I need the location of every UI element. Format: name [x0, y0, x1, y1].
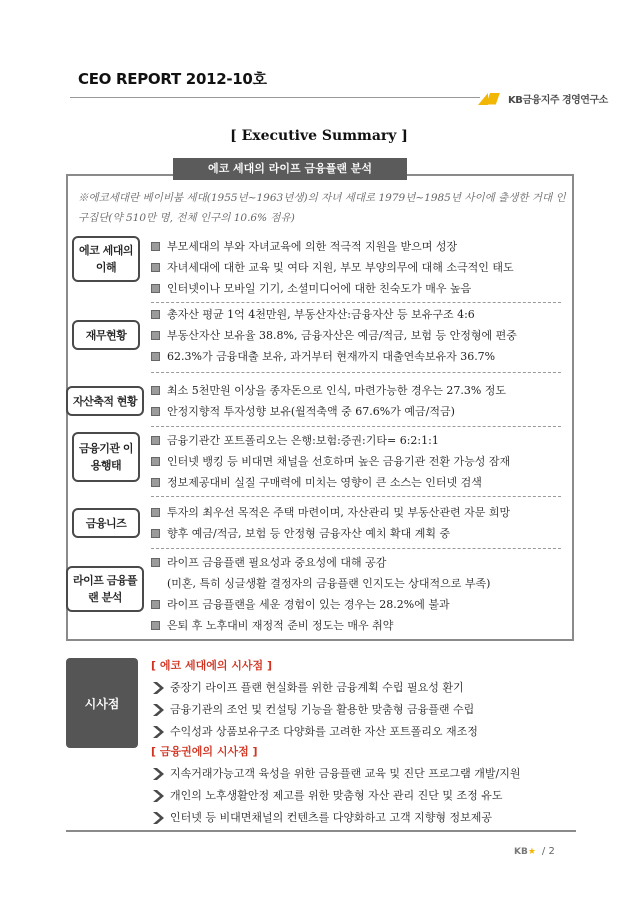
square-bullet-icon	[151, 621, 160, 630]
chevron-right-icon	[151, 682, 165, 694]
list-item: 개인의 노후생활안정 제고를 위한 맞춤형 자산 관리 진단 및 조정 유도	[151, 785, 581, 807]
implications-list-finance	[151, 763, 581, 829]
square-bullet-icon	[151, 558, 160, 567]
kb-star-icon	[478, 93, 504, 105]
square-bullet-icon	[151, 263, 160, 272]
section-label-institution-usage: 금융기관 이용행태	[72, 432, 140, 482]
section-list-life-plan	[151, 552, 571, 636]
list-item: 지속거래가능고객 육성을 위한 금융플랜 교육 및 진단 프로그램 개발/지원	[151, 763, 581, 785]
list-item: 라이프 금융플랜을 세운 경험이 있는 경우는 28.2%에 불과	[151, 594, 571, 615]
section-divider	[151, 302, 561, 303]
section-label-life-plan: 라이프 금융플랜 분석	[66, 566, 144, 612]
subtitle-bar: 에코 세대의 라이프 금융플랜 분석	[173, 158, 407, 180]
brand-name: KB금융지주 경영연구소	[508, 95, 608, 106]
chevron-right-icon	[151, 790, 165, 802]
section-list-institution-usage	[151, 430, 571, 493]
square-bullet-icon	[151, 508, 160, 517]
square-bullet-icon	[151, 529, 160, 538]
list-item: 총자산 평균 1억 4천만원, 부동산자산:금융자산 등 보유구조 4:6	[151, 304, 571, 325]
list-item: (미혼, 특히 싱글생활 결정자의 금융플랜 인지도는 상대적으로 부족)	[167, 577, 491, 590]
page-number: / 2	[541, 846, 555, 857]
section-label-asset-accumulation: 자산축적 현황	[66, 386, 144, 416]
section-divider	[151, 548, 561, 549]
chevron-right-icon	[151, 726, 165, 738]
square-bullet-icon	[151, 284, 160, 293]
implications-label: 시사점	[66, 658, 138, 748]
definition-note: ※에코세대란 베이비붐 세대(1955년~1963년생)의 자녀 세대로 1979년~1985년 사이에 출생한 거대 인구집단(약 510만 명, 전체 인구의 10.6% 점유)	[78, 192, 566, 224]
kb-star-icon: ★	[527, 846, 536, 857]
section-label-echo-understanding: 에코 세대의 이해	[72, 236, 140, 282]
list-item: 최소 5천만원 이상을 종자돈으로 인식, 마련가능한 경우는 27.3% 정도	[151, 380, 571, 401]
list-item: 부모세대의 부와 자녀교육에 의한 적극적 지원을 받으며 성장	[151, 236, 571, 257]
section-divider	[151, 496, 561, 497]
list-item: 수익성과 상품보유구조 다양화를 고려한 자산 포트폴리오 재조정	[151, 721, 581, 743]
section-list-echo-understanding	[151, 236, 571, 299]
footer	[514, 846, 555, 857]
list-item: 금융기관의 조언 및 컨설팅 기능을 활용한 맞춤형 금융플랜 수립	[151, 699, 581, 721]
report-title: CEO REPORT 2012-10호	[78, 70, 267, 88]
square-bullet-icon	[151, 457, 160, 466]
list-item: 자녀세대에 대한 교육 및 여타 지원, 부모 부양의무에 대해 소극적인 태도	[151, 257, 571, 278]
implications-heading-finance: [ 금융권에의 시사점 ]	[151, 745, 258, 758]
square-bullet-icon	[151, 310, 160, 319]
square-bullet-icon	[151, 600, 160, 609]
list-item: 금융기관간 포트폴리오는 은행:보험:증권:기타= 6:2:1:1	[151, 430, 571, 451]
section-divider	[151, 426, 561, 427]
list-item: 투자의 최우선 목적은 주택 마련이며, 자산관리 및 부동산관련 자문 희망	[151, 502, 571, 523]
list-item: 62.3%가 금융대출 보유, 과거부터 현재까지 대출연속보유자 36.7%	[151, 346, 571, 367]
header-divider	[70, 97, 480, 98]
chevron-right-icon	[151, 768, 165, 780]
section-divider	[151, 372, 561, 373]
implications-list-echo	[151, 677, 581, 743]
section-list-asset-accumulation	[151, 380, 571, 422]
footer-logo: KB★	[514, 846, 536, 857]
list-item: 중장기 라이프 플랜 현실화를 위한 금융계획 수립 필요성 환기	[151, 677, 581, 699]
list-item: 라이프 금융플랜 필요성과 중요성에 대해 공감	[151, 552, 571, 573]
list-item: 향후 예금/적금, 보험 등 안정형 금융자산 예치 확대 계획 중	[151, 523, 571, 544]
implications-heading-echo: [ 에코 세대에의 시사점 ]	[151, 659, 273, 672]
list-item: 인터넷 뱅킹 등 비대면 채널을 선호하며 높은 금융기관 전환 가능성 잠재	[151, 451, 571, 472]
square-bullet-icon	[151, 242, 160, 251]
section-label-financial-status: 재무현황	[72, 320, 140, 350]
bottom-divider	[66, 830, 576, 832]
summary-title: [ Executive Summary ]	[230, 128, 408, 144]
list-item: 정보제공대비 실질 구매력에 미치는 영향이 큰 소스는 인터넷 검색	[151, 472, 571, 493]
square-bullet-icon	[151, 407, 160, 416]
chevron-right-icon	[151, 812, 165, 824]
brand-logo	[478, 91, 608, 106]
list-item: 부동산자산 보유율 38.8%, 금융자산은 예금/적금, 보험 등 안정형에 편중	[151, 325, 571, 346]
section-list-financial-needs	[151, 502, 571, 544]
square-bullet-icon	[151, 436, 160, 445]
square-bullet-icon	[151, 478, 160, 487]
square-bullet-icon	[151, 331, 160, 340]
list-item: 인터넷 등 비대면채널의 컨텐츠를 다양화하고 고객 지향형 정보제공	[151, 807, 581, 829]
chevron-right-icon	[151, 704, 165, 716]
list-item: 인터넷이나 모바일 기기, 소셜미디어에 대한 친숙도가 매우 높음	[151, 278, 571, 299]
square-bullet-icon	[151, 352, 160, 361]
list-item: 은퇴 후 노후대비 재정적 준비 정도는 매우 취약	[151, 615, 571, 636]
square-bullet-icon	[151, 386, 160, 395]
list-item: 안정지향적 투자성향 보유(월적축액 중 67.6%가 예금/적금)	[151, 401, 571, 422]
section-list-financial-status	[151, 304, 571, 367]
section-label-financial-needs: 금융니즈	[72, 508, 140, 538]
